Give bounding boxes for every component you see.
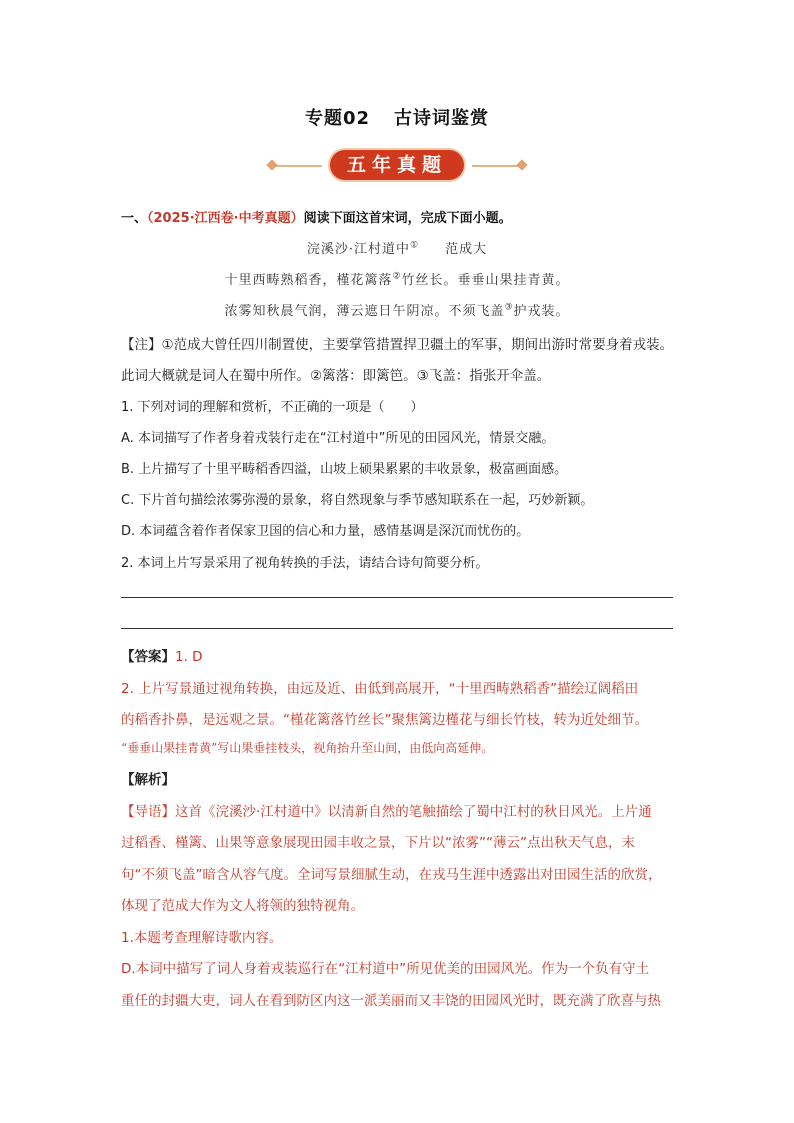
guide-line-4: 体现了范成大作为文人将领的独特视角。 [121, 898, 364, 914]
analysis-d-line-2: 重任的封疆大吏，词人在看到防区内这一派美丽而又丰饶的田园风光时，既充满了欣喜与热 [121, 993, 661, 1009]
question-instruction: 阅读下面这首宋词，完成下面小题。 [303, 211, 512, 226]
guide-quote-canopy: “不须飞盖” [134, 867, 203, 883]
poem-title-note: ① [410, 240, 420, 251]
guide-label: 【导语】 [121, 804, 175, 820]
option-d: D. 本词蕴含着作者保家卫国的信心和力量，感情基调是深沉而忧伤的。 [121, 524, 530, 539]
analysis-point-1: 1.本题考查理解诗歌内容。 [121, 930, 283, 946]
analysis-d-line-1 [121, 957, 681, 977]
guide-text-1: 这首《浣溪沙·江村道中》以清新自然的笔触描绘了蜀中江村的秋日风光。上片通 [175, 804, 652, 820]
poem-line-2 [0, 300, 794, 319]
question-number: 一、 [121, 211, 148, 226]
guide-line-1 [121, 800, 681, 820]
analysis-d-text-a: D.本词中描写了词人身着戎装巡行在 [121, 961, 339, 977]
guide-line-3 [121, 863, 681, 883]
answer-label: 【答案】 [121, 649, 175, 665]
option-b: B. 上片描写了十里平畴稻香四溢，山坡上硕果累累的丰收景象，极富画面感。 [121, 462, 568, 477]
option-a: A. 本词描写了作者身着戎装行走在“江村道中”所见的田园风光，情景交融。 [121, 431, 555, 446]
page-title [0, 104, 794, 130]
poem-line-2-note: ③ [504, 302, 514, 313]
answer-line-1 [121, 597, 673, 598]
poem-line-1-part-a: 十里西畴熟稻香，槿花篱落 [224, 273, 393, 288]
poem-line-1-part-b: 竹丝长。垂垂山果挂青黄。 [401, 273, 570, 288]
note-line-1: 【注】①范成大曾任四川制置使，主要掌管措置捍卫疆土的军事，期间出游时常要身着戎装。 [121, 337, 674, 353]
analysis-d-quote: “江村道中” [338, 961, 407, 977]
title-topic: 古诗词鉴赏 [394, 108, 490, 129]
poem-line-2-part-a: 浓雾知秋晨气润，薄云遮日午阴凉。不须飞盖 [224, 304, 505, 319]
question-source: （2025·江西卷·中考真题） [147, 211, 304, 226]
poem-line-2-part-b: 护戎装。 [513, 304, 570, 319]
question-1: 1. 下列对词的理解和赏析，不正确的一项是（ ） [121, 400, 424, 415]
answer-2-line-3: “垂垂山果挂青黄”写山果垂挂枝头，视角抬升至山间，由低向高延伸。 [121, 741, 494, 755]
banner-label: 五年真题 [330, 150, 464, 180]
poem-author: 范成大 [445, 242, 488, 257]
guide-line-2 [121, 831, 681, 851]
guide-text-2b: 点出秋天气息，末 [527, 835, 635, 851]
answer-1: 1. D [175, 649, 203, 665]
answer-2-line-2: 的稻香扑鼻，是远观之景。“槿花篱落竹丝长”聚焦篱边槿花与细长竹枝，转为近处细节。 [121, 712, 648, 728]
title-number: 专题02 [304, 108, 371, 129]
answer-line-2 [121, 628, 673, 629]
guide-text-3b: 暗含从容气度。全词写景细腻生动，在戎马生涯中透露出对田园生活的欣赏， [202, 867, 662, 883]
guide-text-3a: 句 [121, 867, 135, 883]
answer-2-line-1: 2. 上片写景通过视角转换，由远及近、由低到高展开，“十里西畴熟稻香”描绘辽阔稻田 [121, 681, 639, 697]
analysis-label: 【解析】 [121, 772, 175, 788]
guide-text-2a: 过稻香、槿篱、山果等意象展现田园丰收之景，下片以 [121, 835, 445, 851]
question-2: 2. 本词上片写景采用了视角转换的手法，请结合诗句简要分析。 [121, 556, 489, 571]
poem-title-line [0, 238, 794, 257]
banner-right-line [472, 165, 518, 167]
answer-row-1 [121, 645, 681, 665]
banner-right-diamond [516, 159, 527, 170]
note-line-2: 此词大概就是词人在蜀中所作。②篱落：即篱笆。③飞盖：指张开伞盖。 [121, 368, 551, 384]
banner-left-line [276, 165, 322, 167]
poem-title: 浣溪沙·江村道中 [306, 242, 411, 257]
poem-line-1 [0, 269, 794, 288]
guide-quote-cloud: “薄云” [486, 835, 527, 851]
analysis-d-text-b: 所见优美的田园风光。作为一个负有守土 [406, 961, 650, 977]
poem-line-1-note: ② [392, 271, 402, 282]
question-heading [121, 207, 681, 226]
guide-quote-fog: “浓雾” [445, 835, 486, 851]
section-banner [0, 146, 794, 186]
banner-left-diamond [266, 159, 277, 170]
option-c: C. 下片首句描绘浓雾弥漫的景象，将自然现象与季节感知联系在一起，巧妙新颖。 [121, 493, 594, 508]
